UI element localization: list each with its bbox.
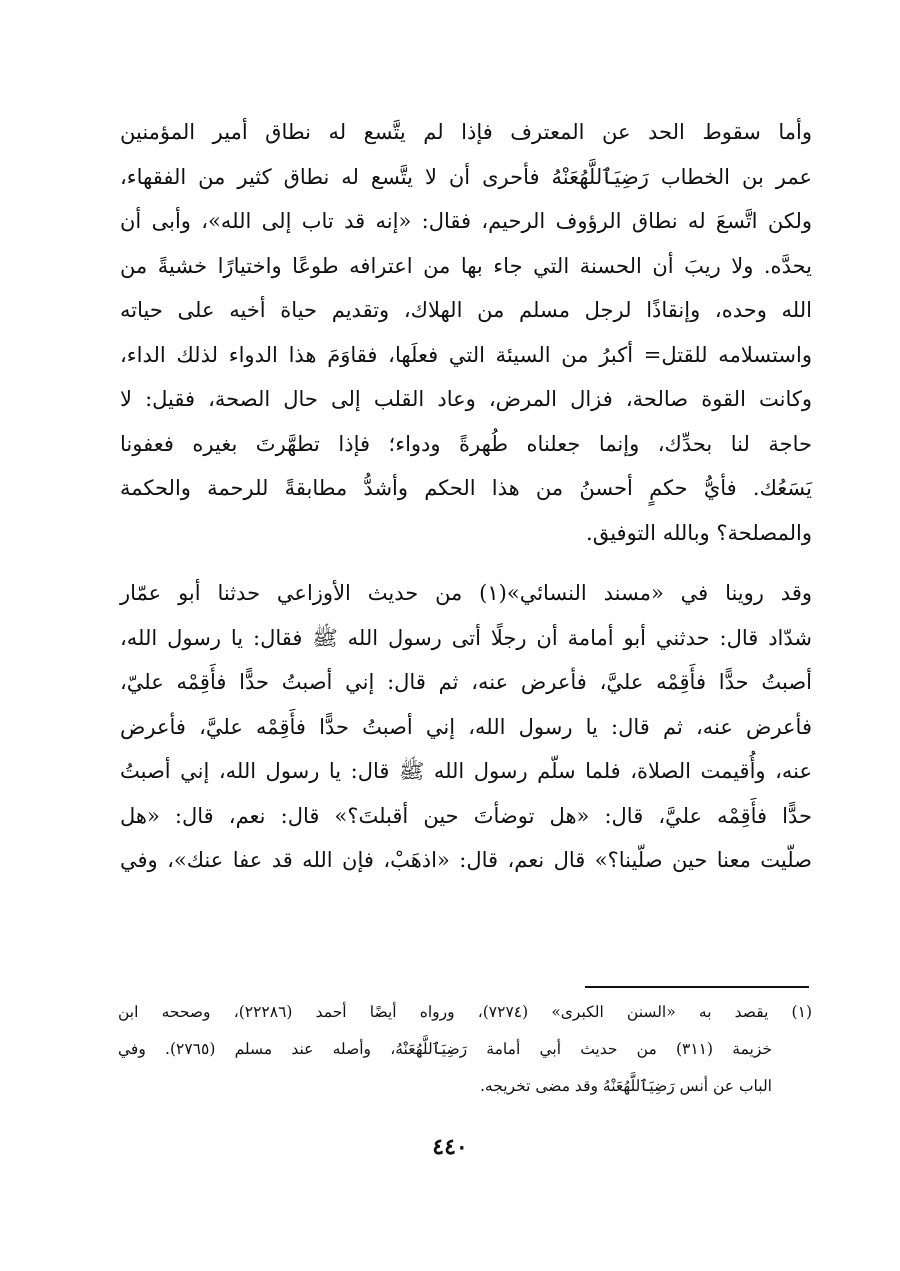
text-line: عنه، وأُقيمت الصلاة، فلما سلّم رسول الله ﷺ قال: يا رسول الله، إني أصبتُ [120,759,812,783]
text-line: ولكن اتَّسعَ له نطاق الرؤوف الرحيم، فقال: «إنه قد تاب إلى الله»، وأبى أن [120,209,812,233]
text-line: يَسَعُك. فأيُّ حكمٍ أحسنُ من هذا الحكم وأشدُّ مطابقةً للرحمة والحكمة [120,476,812,500]
paragraph-1 [120,110,812,555]
text-line: واستسلامه للقتل= أكبرُ من السيئة التي فعلَها، فقاوَمَ هذا الدواء لذلك الداء، [120,342,812,367]
footnote-line: خزيمة (٣١١) من حديث أبي أمامة رَضِيَٱللَّهُعَنْهُ، وأصله عند مسلم (٢٧٦٥). وفي [118,1040,772,1058]
text-line: حدًّا فأَقِمْه عليَّ، قال: «هل توضأتَ حين أقبلتَ؟» قال: نعم، قال: «هل [120,803,812,828]
text-line: الله وحده، وإنقاذًا لرجل مسلم من الهلاك، وتقديم حياة أخيه على حياته [120,298,812,322]
footnote-separator [585,986,809,988]
text-line: والمصلحة؟ وبالله التوفيق. [586,520,812,545]
text-line: وأما سقوط الحد عن المعترف فإذا لم يتَّسع له نطاق أمير المؤمنين [120,120,812,144]
text-line: وكانت القوة صالحة، فزال المرض، وعاد القلب إلى حال الصحة، فقيل: لا [120,387,812,411]
footnote-line: (١) يقصد به «السنن الكبرى» (٧٢٧٤)، ورواه أيضًا أحمد (٢٢٢٨٦)، وصححه ابن [118,1003,812,1021]
text-line: وقد روينا في «مسند النسائي»(١) من حديث الأوزاعي حدثنا أبو عمّار [120,581,813,605]
text-line: فأعرض عنه، ثم قال: يا رسول الله، إني أصبتُ حدًّا فأَقِمْه عليَّ، فأعرض [120,714,812,739]
main-text [120,110,812,883]
page-number: ٤٤٠ [432,1134,468,1160]
footnote [118,994,812,1105]
text-line: شدّاد قال: حدثني أبو أمامة أن رجلًا أتى رسول الله ﷺ فقال: يا رسول الله، [120,625,812,650]
paragraph-2 [120,571,812,883]
text-line: عمر بن الخطاب رَضِيَٱللَّهُعَنْهُ فأحرى أن لا يتَّسع له نطاق كثير من الفقهاء، [120,164,812,189]
text-line: أصبتُ حدًّا فأَقِمْه عليَّ، فأعرض عنه، ثم قال: إني أصبتُ حدًّا فأَقِمْه عليّ، [120,670,812,694]
footnote-line: الباب عن أنس رَضِيَٱللَّهُعَنْهُ وقد مضى تخريجه. [479,1077,772,1095]
text-line: حاجة لنا بحدِّك، وإنما جعلناه طُهرةً ودواء؛ فإذا تطهَّرتَ بغيره فعفونا [120,431,812,456]
text-line: يحدَّه. ولا ريبَ أن الحسنة التي جاء بها من اعترافه طوعًا واختيارًا خشيةً من [120,253,812,278]
text-line: صلّيت معنا حين صلّينا؟» قال نعم، قال: «اذهَبْ، فإن الله قد عفا عنك»، وفي [120,848,812,872]
